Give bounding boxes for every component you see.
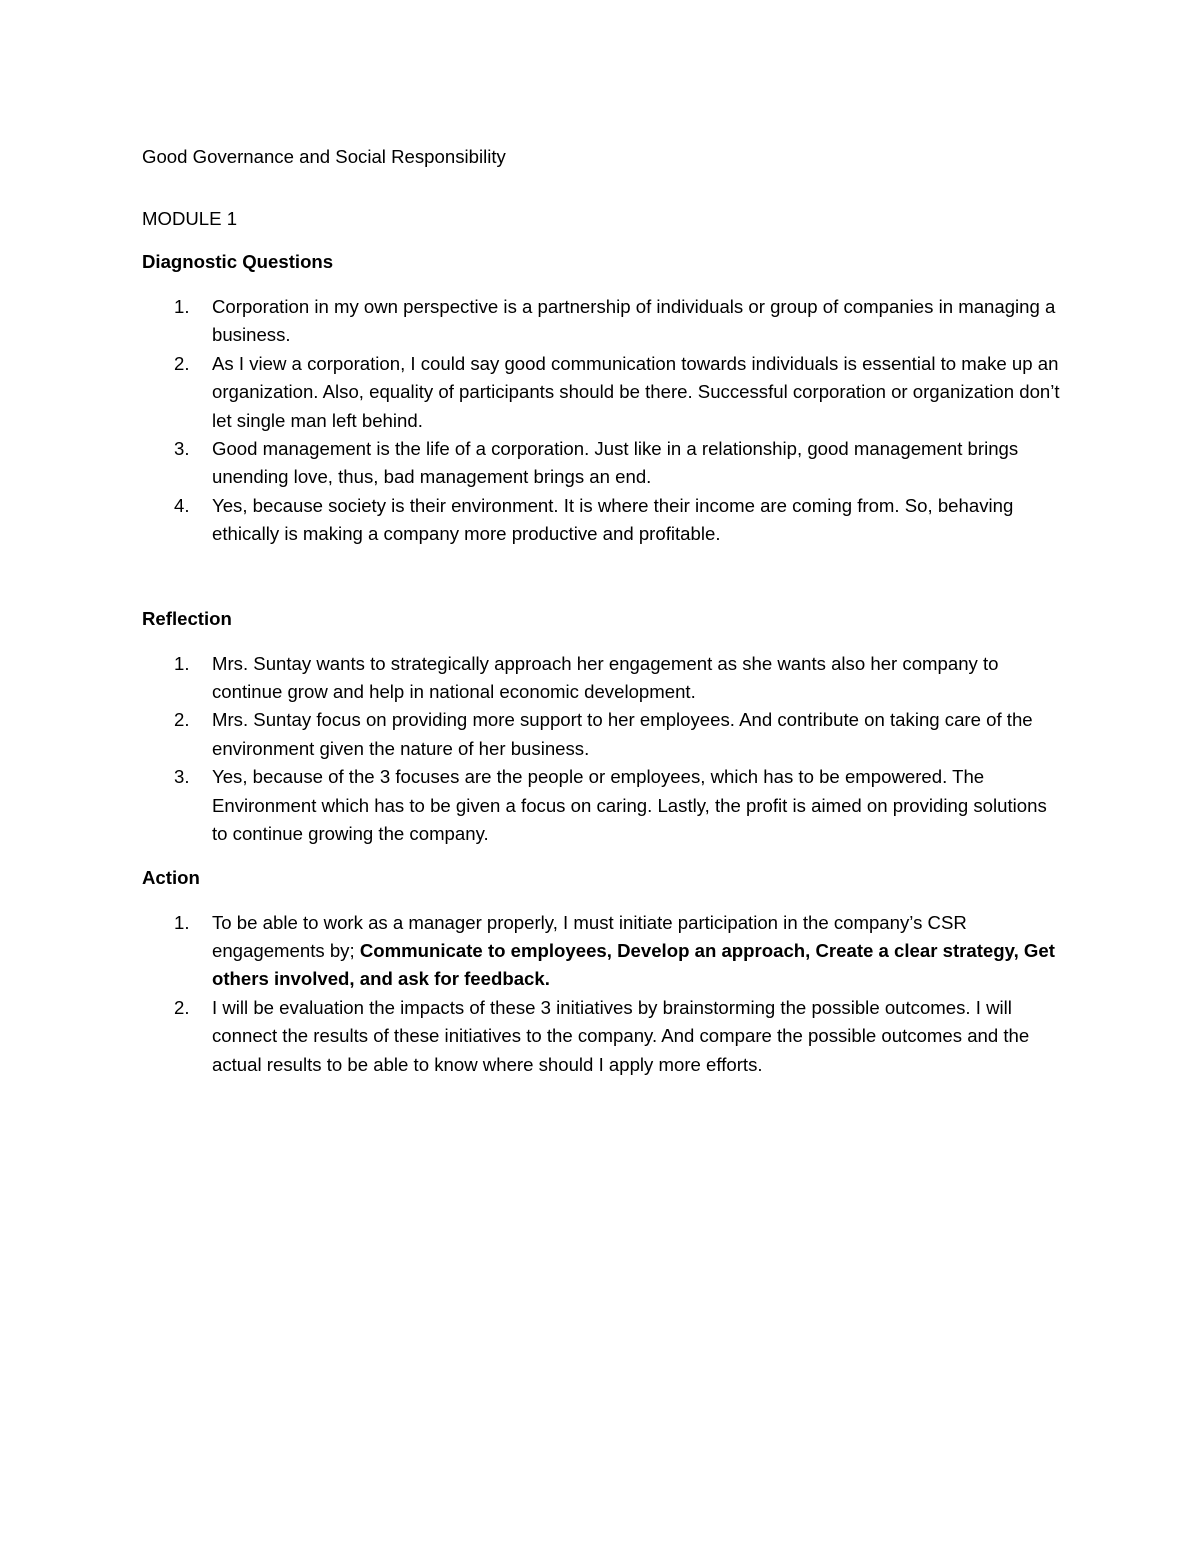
list-text: Yes, because of the 3 focuses are the people or employees, which has to be empowered. The Environment which has to be given a focus on caring. Lastly, the profit is aimed on providing solutions to continue growing the company. xyxy=(212,766,1047,845)
module-label: MODULE 1 xyxy=(142,208,238,229)
list-number: 1. xyxy=(174,296,190,317)
list-text: Corporation in my own perspective is a partnership of individuals or group of companies in managing a business. xyxy=(212,296,1056,346)
document-title: Good Governance and Social Responsibility xyxy=(142,146,506,167)
list-item xyxy=(142,706,1062,763)
diagnostic-list xyxy=(142,293,1062,549)
list-item xyxy=(142,492,1062,549)
action-list xyxy=(142,909,1062,1079)
section-heading-reflection: Reflection xyxy=(142,607,232,629)
list-text: As I view a corporation, I could say good communication towards individuals is essential to make up an organization. Also, equality of participants should be there. Successful corporation or organization don’t let single man left behind. xyxy=(212,352,1060,431)
list-item xyxy=(142,909,1062,994)
section-heading-action: Action xyxy=(142,866,200,888)
document-body xyxy=(142,143,1062,1079)
list-number: 2. xyxy=(174,352,190,374)
list-item xyxy=(142,350,1062,435)
list-number: 1. xyxy=(174,911,190,933)
list-item xyxy=(142,650,1062,707)
list-item xyxy=(142,293,1062,350)
list-text-bold: Communicate to employees, Develop an approach, Create a clear strategy, Get others involved, and ask for feedback. xyxy=(212,939,1055,990)
list-number: 1. xyxy=(174,652,190,674)
list-text: I will be evaluation the impacts of these 3 initiatives by brainstorming the possible outcomes. I will connect the results of these initiatives to the company. And compare the possible outcomes and the actual results to be able to know where should I apply more efforts. xyxy=(212,996,1030,1075)
list-number: 2. xyxy=(174,709,190,731)
list-text: Good management is the life of a corporation. Just like in a relationship, good management brings unending love, thus, bad management brings an end. xyxy=(212,438,1019,488)
list-text: Mrs. Suntay focus on providing more support to her employees. And contribute on taking care of the environment given the nature of her business. xyxy=(212,709,1033,759)
list-number: 3. xyxy=(174,766,190,788)
reflection-list xyxy=(142,650,1062,849)
list-text: Yes, because society is their environment. It is where their income are coming from. So, behaving ethically is making a company more productive and profitable. xyxy=(212,494,1014,545)
list-item xyxy=(142,435,1062,492)
list-item xyxy=(142,994,1062,1079)
section-heading-diagnostic: Diagnostic Questions xyxy=(142,251,334,272)
list-text: Mrs. Suntay wants to strategically approach her engagement as she wants also her company to continue grow and help in national economic development. xyxy=(212,652,999,703)
list-item xyxy=(142,763,1062,848)
list-number: 3. xyxy=(174,438,190,460)
list-number: 2. xyxy=(174,996,190,1018)
list-text: To be able to work as a manager properly, I must initiate participation in the company’s CSR engagements by; xyxy=(212,911,967,961)
list-number: 4. xyxy=(174,494,190,516)
